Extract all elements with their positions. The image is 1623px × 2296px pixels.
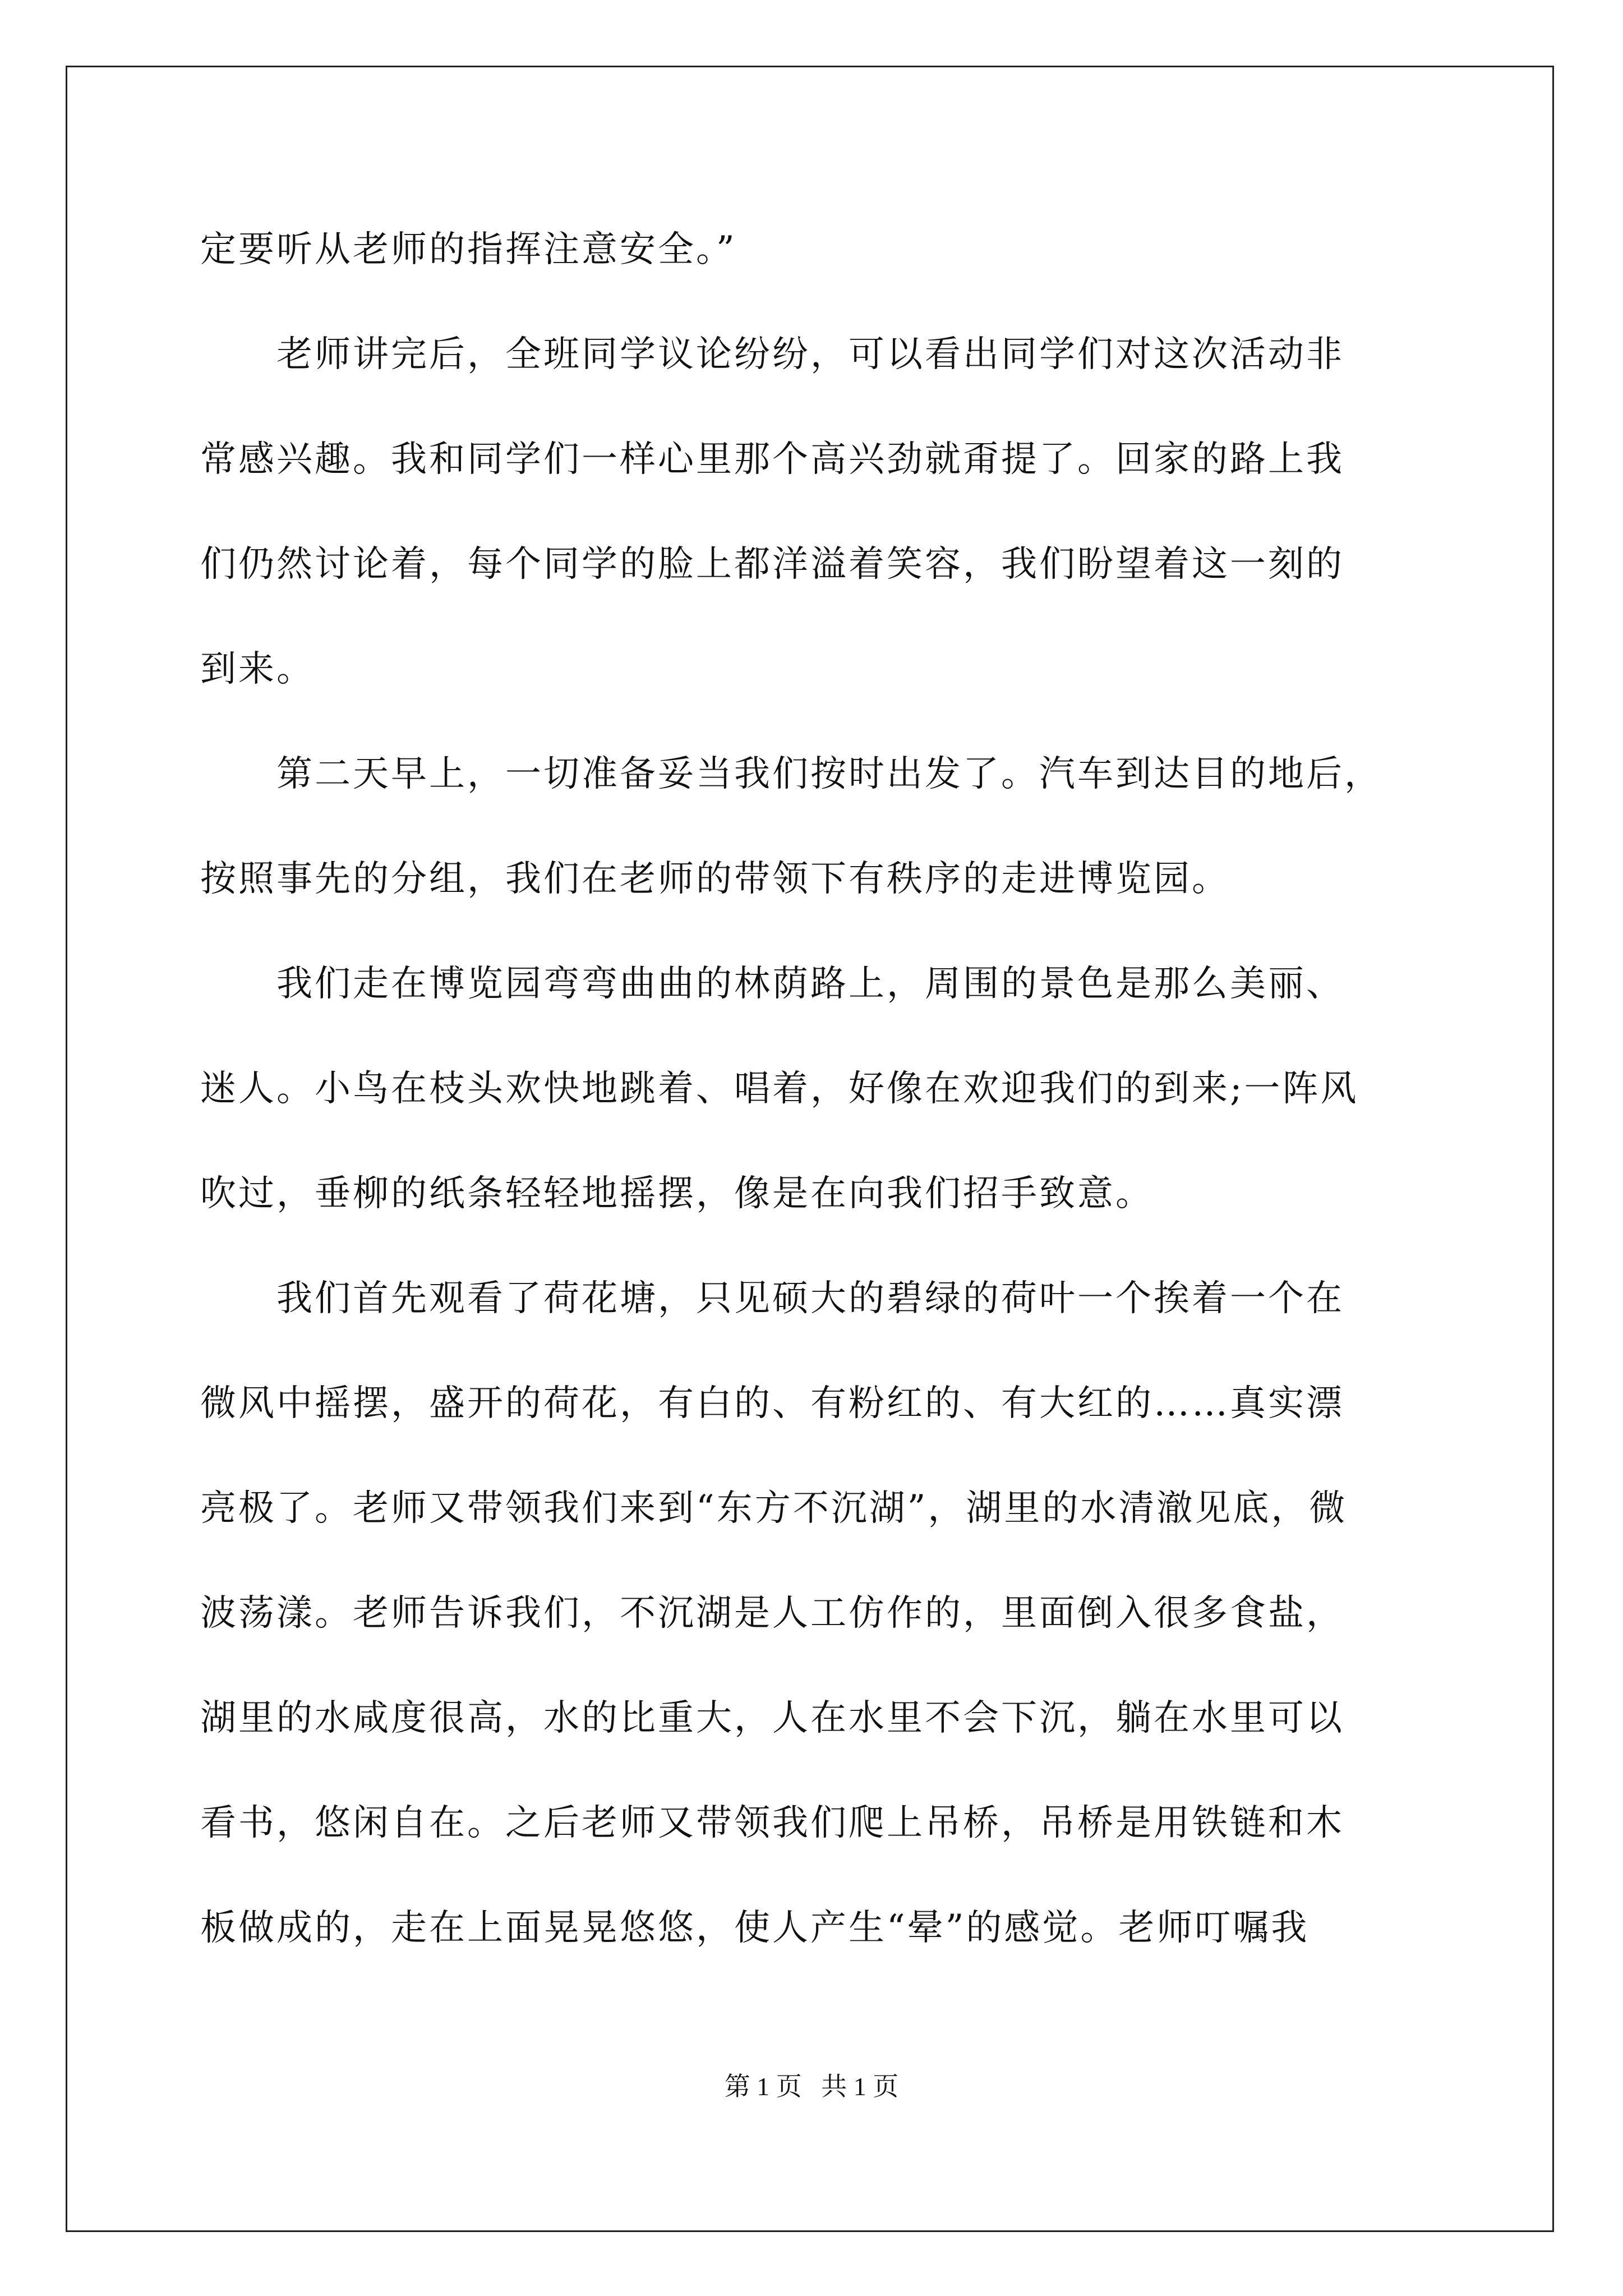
text-line: 我们首先观看了荷花塘，只见硕大的碧绿的荷叶一个挨着一个在 (200, 1278, 1344, 1319)
page-number-footer: 第 1 页 共 1 页 (724, 2072, 899, 2101)
text-line: 迷人。小鸟在枝头欢快地跳着、唱着，好像在欢迎我们的到来;一阵风 (200, 1068, 1359, 1110)
text-line: 看书，悠闲自在。之后老师又带领我们爬上吊桥，吊桥是用铁链和木 (200, 1802, 1344, 1844)
text-line: 板做成的，走在上面晃晃悠悠，使人产生“晕”的感觉。老师叮嘱我 (200, 1907, 1310, 1949)
text-line: 第二天早上，一切准备妥当我们按时出发了。汽车到达目的地后， (200, 753, 1382, 795)
text-line: 亮极了。老师又带领我们来到“东方不沉湖”，湖里的水清澈见底，微 (200, 1488, 1348, 1529)
text-line: 吹过，垂柳的纸条轻轻地摇摆，像是在向我们招手致意。 (200, 1173, 1154, 1214)
text-line: 到来。 (200, 648, 315, 690)
text-line: 常感兴趣。我和同学们一样心里那个高兴劲就甭提了。回家的路上我 (200, 439, 1344, 480)
text-line: 定要听从老师的指挥注意安全。” (200, 229, 737, 270)
text-line: 波荡漾。老师告诉我们，不沉湖是人工仿作的，里面倒入很多食盐， (200, 1593, 1344, 1634)
text-line: 我们走在博览园弯弯曲曲的林荫路上，周围的景色是那么美丽、 (200, 963, 1344, 1005)
text-line: 湖里的水咸度很高，水的比重大，人在水里不会下沉，躺在水里可以 (200, 1697, 1344, 1739)
text-line: 微风中摇摆，盛开的荷花，有白的、有粉红的、有大红的……真实漂 (200, 1383, 1344, 1424)
text-line: 按照事先的分组，我们在老师的带领下有秩序的走进博览园。 (200, 858, 1230, 900)
text-line: 老师讲完后，全班同学议论纷纷，可以看出同学们对这次活动非 (200, 334, 1344, 375)
text-line: 们仍然讨论着，每个同学的脸上都洋溢着笑容，我们盼望着这一刻的 (200, 544, 1344, 585)
